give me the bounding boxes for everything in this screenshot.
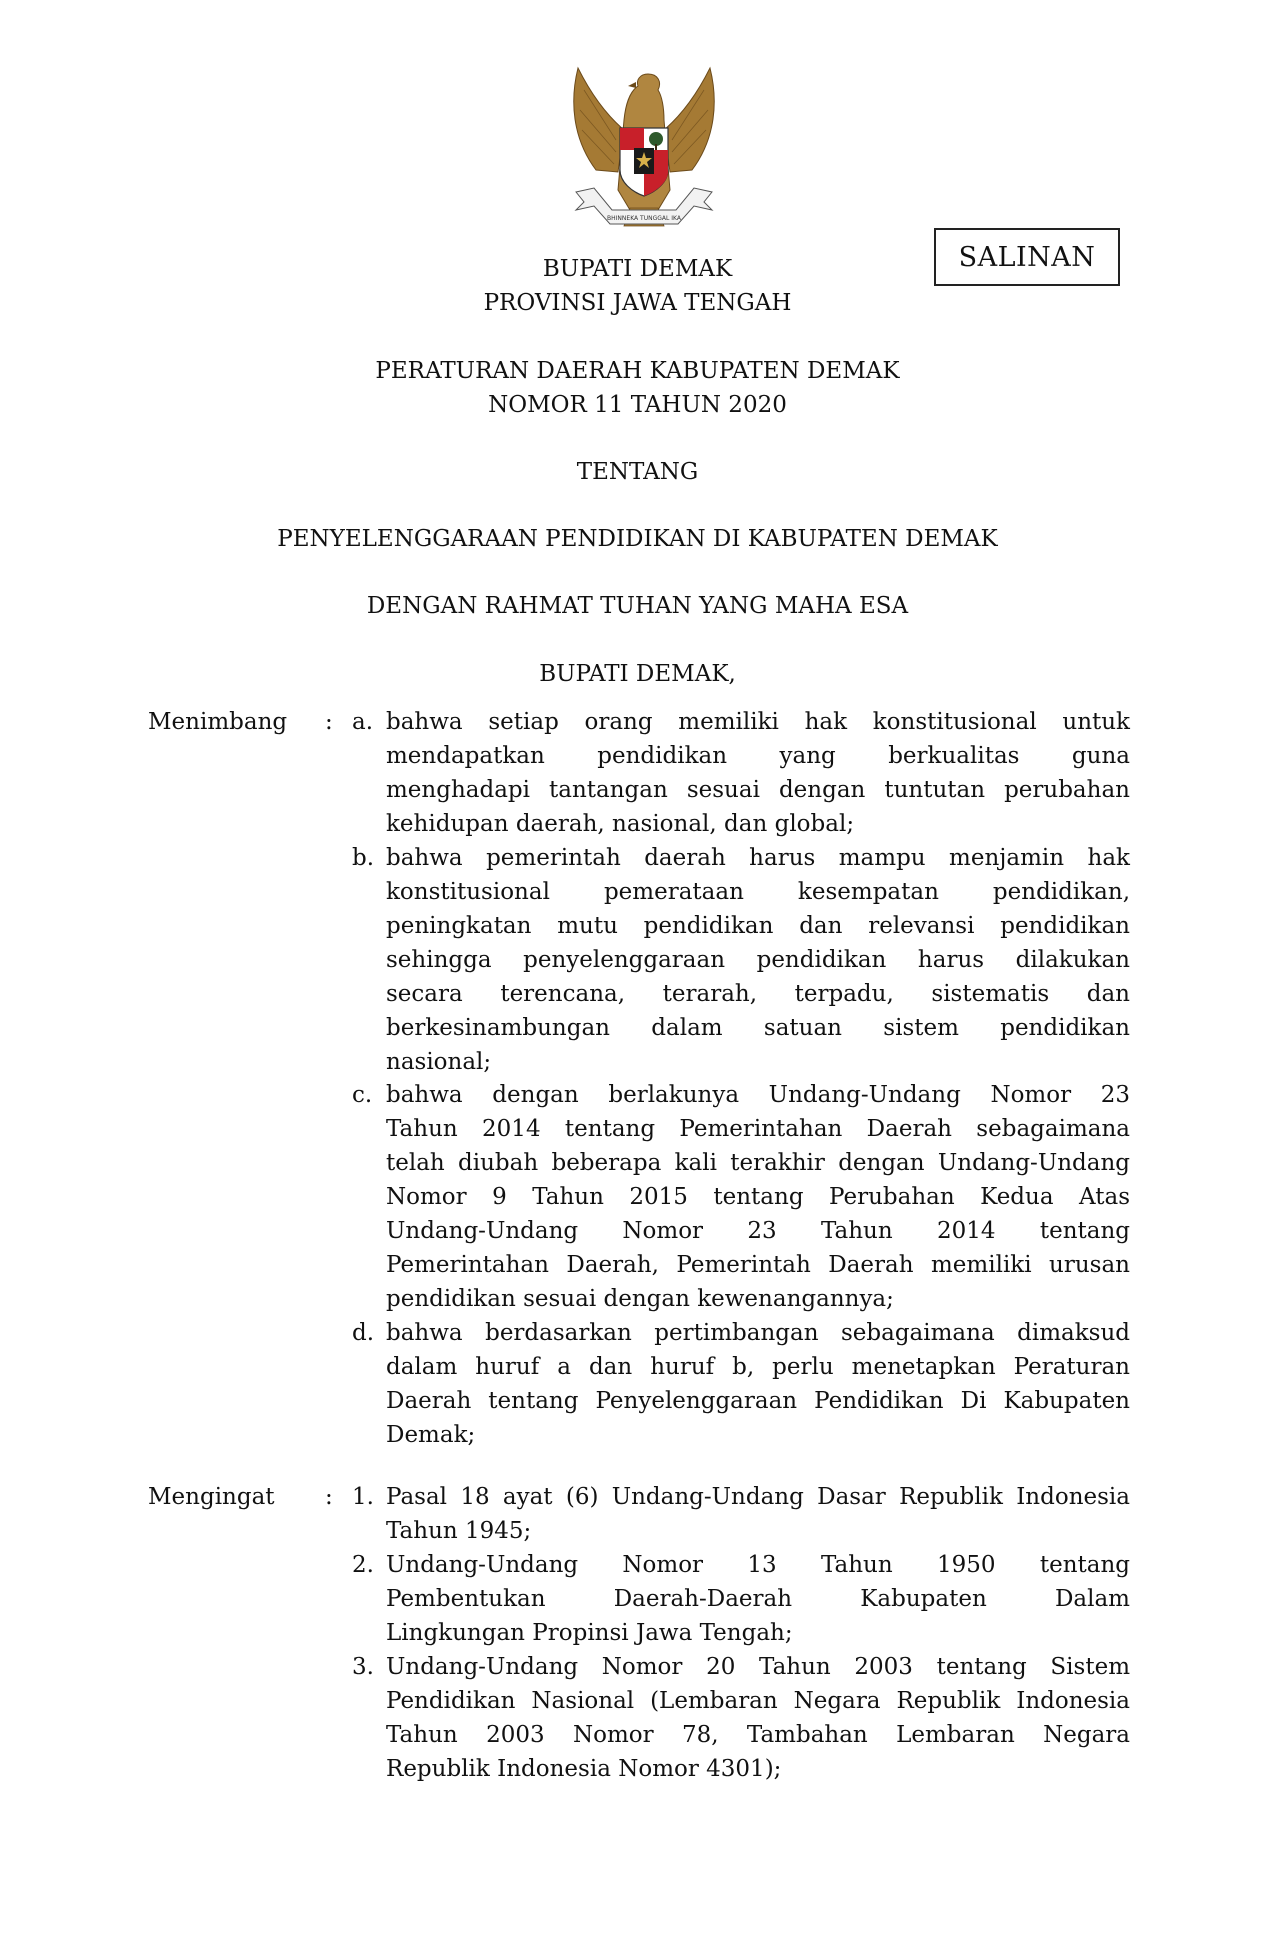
regent-heading: BUPATI DEMAK,	[539, 661, 736, 687]
text-line: telah diubah beberapa kali terakhir dengan Undang-Undang	[386, 1150, 1130, 1176]
list-item-marker: b.	[352, 844, 375, 871]
list-item-text	[386, 1548, 1130, 1650]
regulation-subject: PENYELENGGARAAN PENDIDIKAN DI KABUPATEN DEMAK	[277, 526, 998, 552]
mengingat-colon: :	[325, 1484, 333, 1510]
list-item-text	[386, 841, 1130, 1079]
issuer-line-1: BUPATI DEMAK	[542, 256, 733, 282]
text-line: secara terencana, terarah, terpadu, sistematis dan	[386, 980, 1130, 1007]
emblem-right-wing	[664, 68, 714, 172]
text-line: Pendidikan Nasional (Lembaran Negara Republik Indonesia	[386, 1688, 1130, 1714]
emblem-left-wing	[574, 68, 624, 172]
text-line: Pemerintahan Daerah, Pemerintah Daerah memiliki urusan	[386, 1252, 1130, 1278]
text-line: Tahun 1945;	[386, 1518, 532, 1544]
text-line: bahwa setiap orang memiliki hak konstitusional untuk	[386, 709, 1130, 735]
menimbang-colon: :	[325, 709, 333, 735]
text-line: Demak;	[386, 1421, 476, 1448]
text-line: kehidupan daerah, nasional, dan global;	[386, 811, 855, 837]
text-line: berkesinambungan dalam satuan sistem pendidikan	[386, 1014, 1130, 1041]
text-line: Undang-Undang Nomor 23 Tahun 2014 tentang	[386, 1218, 1130, 1244]
text-line: Republik Indonesia Nomor 4301);	[386, 1756, 782, 1782]
text-line: Tahun 2014 tentang Pemerintahan Daerah sebagaimana	[386, 1116, 1130, 1142]
text-line: mendapatkan pendidikan yang berkualitas guna	[386, 743, 1130, 769]
emblem-shield	[620, 128, 668, 196]
issuer-line-2: PROVINSI JAWA TENGAH	[483, 290, 792, 316]
list-item-marker: 3.	[352, 1654, 374, 1680]
text-line: Undang-Undang Nomor 13 Tahun 1950 tentang	[386, 1552, 1130, 1578]
list-item-marker: 1.	[352, 1484, 374, 1510]
text-line: Pasal 18 ayat (6) Undang-Undang Dasar Republik Indonesia	[386, 1484, 1130, 1510]
text-line: dalam huruf a dan huruf b, perlu menetapkan Peraturan	[386, 1353, 1130, 1380]
menimbang-label: Menimbang	[148, 709, 288, 735]
text-line: bahwa pemerintah daerah harus mampu menjamin hak	[386, 844, 1130, 871]
list-item-text	[386, 1078, 1130, 1316]
regulation-title: PERATURAN DAERAH KABUPATEN DEMAK	[375, 358, 900, 384]
text-line: Tahun 2003 Nomor 78, Tambahan Lembaran Negara	[386, 1722, 1130, 1748]
list-item-marker: d.	[352, 1319, 375, 1346]
text-line: peningkatan mutu pendidikan dan relevansi pendidikan	[386, 912, 1130, 939]
list-item-text	[386, 705, 1130, 841]
list-item-marker: 2.	[352, 1552, 374, 1578]
list-item-text	[386, 1650, 1130, 1786]
text-line: Nomor 9 Tahun 2015 tentang Perubahan Kedua Atas	[386, 1184, 1130, 1210]
list-item-text	[386, 1480, 1130, 1548]
text-line: nasional;	[386, 1048, 492, 1075]
list-item-text	[386, 1316, 1130, 1452]
text-line: bahwa dengan berlakunya Undang-Undang Nomor 23	[386, 1082, 1130, 1108]
about-heading: TENTANG	[576, 459, 699, 485]
text-line: Daerah tentang Penyelenggaraan Pendidikan Di Kabupaten	[386, 1387, 1130, 1414]
text-line: pendidikan sesuai dengan kewenangannya;	[386, 1286, 894, 1312]
mengingat-label: Mengingat	[148, 1484, 275, 1510]
text-line: konstitusional pemerataan kesempatan pendidikan,	[386, 878, 1130, 905]
text-line: bahwa berdasarkan pertimbangan sebagaimana dimaksud	[386, 1319, 1130, 1346]
text-line: sehingga penyelenggaraan pendidikan harus dilakukan	[386, 946, 1130, 973]
text-line: menghadapi tantangan sesuai dengan tuntutan perubahan	[386, 777, 1130, 803]
list-item-marker: a.	[352, 709, 374, 735]
regulation-number: NOMOR 11 TAHUN 2020	[488, 392, 787, 418]
salinan-badge: SALINAN	[934, 228, 1120, 286]
text-line: Lingkungan Propinsi Jawa Tengah;	[386, 1620, 793, 1646]
list-item-marker: c.	[352, 1082, 373, 1108]
text-line: Undang-Undang Nomor 20 Tahun 2003 tentang Sistem	[386, 1654, 1130, 1680]
invocation: DENGAN RAHMAT TUHAN YANG MAHA ESA	[366, 593, 909, 619]
garuda-emblem-icon	[566, 60, 722, 236]
text-line: Pembentukan Daerah-Daerah Kabupaten Dalam	[386, 1586, 1130, 1612]
emblem-motto: BHINNEKA TUNGGAL IKA	[607, 215, 681, 222]
